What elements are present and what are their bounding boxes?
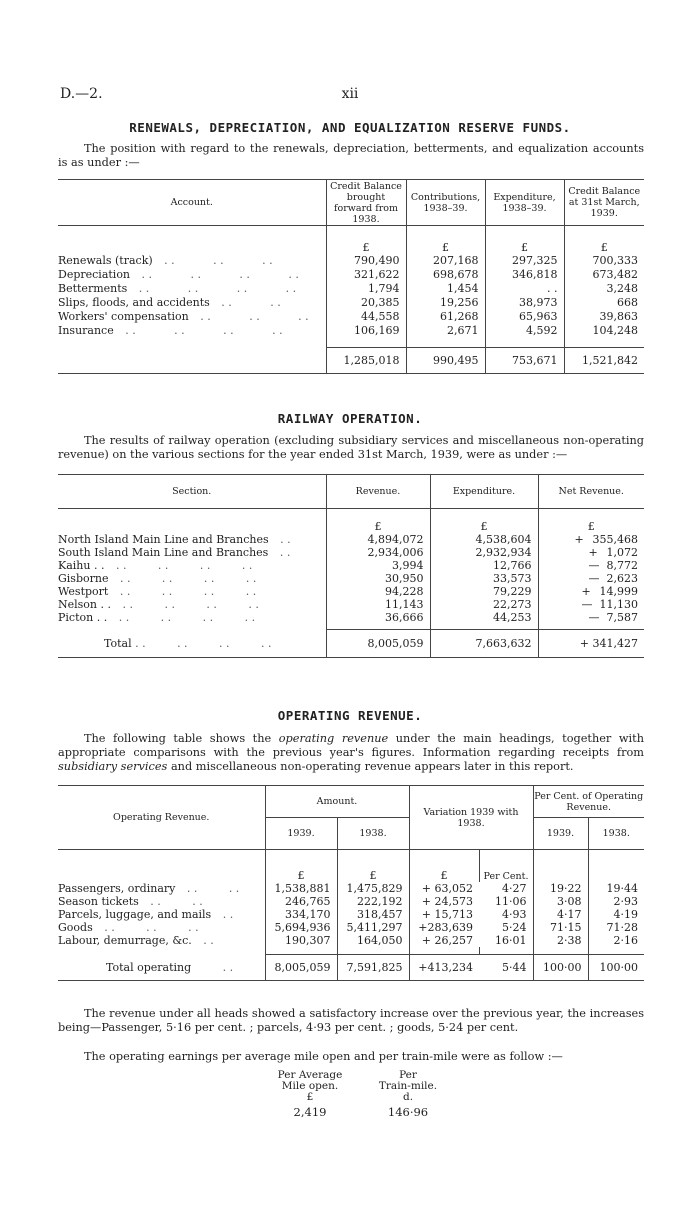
cell-contrib: 19,256 [406, 296, 485, 310]
unit-pound: £ [485, 226, 564, 254]
total-label: Total operating [106, 960, 192, 974]
table-row [58, 598, 644, 611]
cell-expend: 346,818 [485, 268, 564, 282]
cell-expend: 38,973 [485, 296, 564, 310]
cell-percent-1938: 71·28 [588, 921, 644, 934]
earnings-head: Mile open. [281, 1080, 339, 1092]
renewals-label-cell [58, 254, 326, 268]
leader-dots: . . . . . . . . [118, 610, 256, 624]
cell-contrib: 61,268 [406, 310, 485, 324]
page-number: xii [341, 86, 359, 102]
earnings-intro-text: The operating earnings per average mile open and per train-mile were as follow :— [84, 1050, 563, 1063]
net-value: 11,130 [599, 597, 638, 611]
cell-percent-1939: 71·15 [533, 921, 588, 934]
col-revenue: Revenue. [326, 475, 430, 509]
earnings-per-train-mile [368, 1070, 448, 1118]
col-section: Section. [58, 475, 326, 509]
net-value: 7,587 [606, 610, 638, 624]
cell-percent-1939: 4·17 [533, 908, 588, 921]
operating-title: OPERATING REVENUE. [277, 708, 423, 723]
earnings-value: 146·96 [387, 1105, 429, 1119]
table-row [58, 585, 644, 598]
cell-credit: 668 [564, 296, 644, 310]
row-label: Slips, floods, and accidents [58, 296, 210, 309]
unit-pound: £ [538, 509, 644, 533]
net-value: 2,623 [606, 571, 638, 585]
table-row [58, 934, 644, 947]
leader-dots: . . [280, 532, 291, 546]
cell-amount-1938: 5,411,297 [337, 921, 409, 934]
total-balance: 1,285,018 [326, 348, 406, 374]
total-net-value: 341,427 [592, 637, 638, 650]
cell-balance: 44,558 [326, 310, 406, 324]
col-expenditure: Expenditure, 1938–39. [485, 180, 564, 226]
earnings-value: 2,419 [293, 1105, 327, 1119]
row-label: Workers' compensation [58, 310, 189, 323]
cell-variation: +283,639 [409, 921, 479, 934]
cell-contrib: 2,671 [406, 324, 485, 338]
railway-intro-text: The results of railway operation (excluding subsidiary services and miscellaneous non-operating revenue) on the various sections for the year ended 31st March, 1939, were as under :— [58, 434, 644, 461]
table-row [58, 559, 644, 572]
cell-expenditure: 33,573 [430, 572, 538, 585]
cell-variation: + 15,713 [409, 908, 479, 921]
renewals-intro [58, 142, 644, 170]
total-credit: 1,521,842 [564, 348, 644, 374]
total-contrib: 990,495 [406, 348, 485, 374]
cell-revenue: 3,994 [326, 559, 430, 572]
renewals-table [58, 179, 644, 374]
col-percent-1939: 1939. [533, 818, 588, 850]
cell-balance: 20,385 [326, 296, 406, 310]
net-value: 8,772 [606, 558, 638, 572]
row-label: South Island Main Line and Branches [58, 545, 269, 559]
leader-dots: . . [222, 907, 234, 921]
renewals-label-cell [58, 282, 326, 296]
cell-variation: + 63,052 [409, 882, 479, 895]
cell-credit: 673,482 [564, 268, 644, 282]
cell-balance: 790,490 [326, 254, 406, 268]
col-amount-1938: 1938. [337, 818, 409, 850]
railway-label-cell [58, 559, 326, 572]
revenue-summary-text: The revenue under all heads showed a satisfactory increase over the previous year, the increases being—Passenger, 5·16 per cent. ; parcels, 4·93 per cent. ; goods, 5·24 per cent. [58, 1007, 644, 1034]
earnings-intro [58, 1050, 644, 1064]
table-row [58, 296, 644, 310]
row-label: Kaihu . . [58, 558, 105, 572]
table-row [58, 282, 644, 296]
leader-dots: . . . . . . . . [141, 268, 299, 281]
total-label: Total [104, 636, 132, 650]
leader-dots: . . [203, 933, 214, 947]
row-label: Gisborne [58, 571, 109, 585]
row-label: Picton . . [58, 610, 108, 624]
operating-total-row [58, 955, 644, 981]
cell-amount-1939: 5,694,936 [265, 921, 337, 934]
table-row [58, 908, 644, 921]
cell-variation-percent: 16·01 [495, 933, 527, 947]
total-expend: 753,671 [485, 348, 564, 374]
cell-net-revenue [538, 572, 644, 585]
operating-table [58, 785, 644, 981]
total-variation-percent: 5·44 [479, 955, 533, 981]
cell-revenue: 4,894,072 [326, 533, 430, 546]
cell-balance: 321,622 [326, 268, 406, 282]
net-value: 355,468 [592, 532, 638, 546]
cell-percent-1938: 19·44 [588, 882, 644, 895]
earnings-per-mile [270, 1070, 350, 1118]
operating-header-row1 [58, 786, 644, 818]
col-credit-balance: Credit Balance at 31st March, 1939. [564, 180, 644, 226]
earnings-unit: d. [402, 1091, 414, 1103]
cell-balance: 1,794 [326, 282, 406, 296]
cell-net-revenue [538, 533, 644, 546]
unit-pound: £ [326, 509, 430, 533]
renewals-header-row [58, 180, 644, 226]
cell-amount-1939: 190,307 [265, 934, 337, 947]
row-label: Season tickets [58, 894, 139, 908]
col-expenditure: Expenditure. [430, 475, 538, 509]
row-label: Depreciation [58, 268, 131, 281]
intro-part: and miscellaneous non-operating revenue appears later in this report. [167, 760, 574, 773]
leader-dots: . . . . . . . . [115, 558, 253, 572]
leader-dots: . . . . . . [200, 310, 309, 323]
cell-variation: + 24,573 [409, 895, 479, 908]
leader-dots: . . . . . . . . [138, 282, 297, 295]
net-sign: — [581, 597, 593, 611]
row-label: Goods [58, 920, 93, 934]
net-sign: — [588, 571, 600, 585]
operating-label-cell [58, 895, 265, 908]
renewals-title: RENEWALS, DEPRECIATION, AND EQUALIZATION RESERVE FUNDS. [129, 120, 571, 135]
total-expend: 7,663,632 [430, 630, 538, 658]
intro-part: under the main headings, together with appropriate comparisons with the previous year's figures. Information regarding receipts from [58, 732, 644, 759]
col-contributions: Contributions, 1938–39. [406, 180, 485, 226]
renewals-label-cell [58, 296, 326, 310]
renewals-total-row [58, 348, 644, 374]
cell-percent-1939: 19·22 [533, 882, 588, 895]
total-amount-1939: 8,005,059 [265, 955, 337, 981]
cell-percent-1938: 2·93 [588, 895, 644, 908]
operating-label-cell [58, 921, 265, 934]
col-net-revenue: Net Revenue. [538, 475, 644, 509]
cell-credit: 39,863 [564, 310, 644, 324]
table-row [58, 268, 644, 282]
leader-dots: . . . . [150, 894, 203, 908]
cell-expend: 297,325 [485, 254, 564, 268]
row-label: Parcels, luggage, and mails [58, 907, 212, 921]
col-amount-1939: 1939. [265, 818, 337, 850]
unit-pound: £ [406, 226, 485, 254]
revenue-summary [58, 1007, 644, 1035]
operating-unit-row [58, 850, 644, 882]
table-row [58, 882, 644, 895]
railway-header-row [58, 475, 644, 509]
operating-label-cell [58, 882, 265, 895]
net-sign: + [588, 545, 598, 559]
cell-net-revenue [538, 598, 644, 611]
cell-amount-1938: 222,192 [337, 895, 409, 908]
operating-label-cell [58, 934, 265, 947]
total-amount-1938: 7,591,825 [337, 955, 409, 981]
unit-pound: £ [265, 850, 337, 882]
renewals-unit-row [58, 226, 644, 254]
operating-intro [58, 732, 644, 774]
renewals-intro-text: The position with regard to the renewals, depreciation, betterments, and equalization accounts is as under :— [58, 142, 644, 169]
intro-part: The following table shows the [84, 732, 279, 745]
leader-dots: . . . . [221, 296, 281, 309]
cell-amount-1938: 318,457 [337, 908, 409, 921]
railway-label-cell [58, 611, 326, 624]
cell-amount-1938: 164,050 [337, 934, 409, 947]
unit-pound: £ [337, 850, 409, 882]
net-value: 14,999 [599, 584, 638, 598]
cell-amount-1939: 334,170 [265, 908, 337, 921]
row-label: Passengers, ordinary [58, 881, 176, 895]
col-percent-1938: 1938. [588, 818, 644, 850]
total-percent-1938: 100·00 [588, 955, 644, 981]
railway-title: RAILWAY OPERATION. [277, 411, 423, 426]
earnings-head: Train-mile. [378, 1080, 438, 1092]
cell-revenue: 36,666 [326, 611, 430, 624]
unit-pound: £ [430, 509, 538, 533]
cell-expend: 65,963 [485, 310, 564, 324]
leader-dots: . . [222, 960, 234, 974]
cell-revenue: 2,934,006 [326, 546, 430, 559]
operating-label-cell [58, 908, 265, 921]
row-label: Insurance [58, 324, 114, 337]
cell-expend: 4,592 [485, 324, 564, 338]
cell-credit: 700,333 [564, 254, 644, 268]
cell-expenditure: 22,273 [430, 598, 538, 611]
col-balance-forward: Credit Balance brought forward from 1938. [326, 180, 406, 226]
railway-label-cell [58, 546, 326, 559]
leader-dots: . . [279, 545, 291, 559]
total-net-sign: + [579, 637, 589, 650]
leader-dots: . . . . . . . . [119, 571, 257, 585]
cell-variation: + 26,257 [409, 934, 479, 947]
railway-total-row [58, 630, 644, 658]
col-variation: Variation 1939 with 1938. [409, 786, 533, 850]
table-row [58, 895, 644, 908]
table-row [58, 324, 644, 338]
row-label: North Island Main Line and Branches [58, 532, 269, 546]
cell-percent-1938: 4·19 [588, 908, 644, 921]
cell-contrib: 1,454 [406, 282, 485, 296]
renewals-label-cell [58, 310, 326, 324]
net-sign: + [581, 584, 591, 598]
net-sign: — [588, 558, 600, 572]
earnings-head: Per [399, 1069, 417, 1081]
cell-variation-percent: 11·06 [495, 894, 527, 908]
railway-label-cell [58, 572, 326, 585]
col-percent: Per Cent. of Operating Revenue. [533, 786, 644, 818]
cell-variation-percent: 4·93 [502, 907, 527, 921]
cell-variation-percent: 4·27 [502, 881, 527, 895]
cell-amount-1938: 1,475,829 [337, 882, 409, 895]
unit-percent: Per Cent. [479, 850, 533, 882]
railway-unit-row [58, 509, 644, 533]
leader-dots: . . . . [186, 881, 240, 895]
intro-emphasis: operating revenue [278, 732, 389, 745]
table-row [58, 310, 644, 324]
cell-variation-percent: 5·24 [502, 920, 527, 934]
table-row [58, 546, 644, 559]
cell-contrib: 207,168 [406, 254, 485, 268]
cell-net-revenue [538, 585, 644, 598]
cell-percent-1939: 2·38 [533, 934, 588, 947]
total-variation: +413,234 [409, 955, 479, 981]
leader-dots: . . . . . . . . [125, 324, 283, 337]
cell-revenue: 30,950 [326, 572, 430, 585]
cell-percent-1938: 2·16 [588, 934, 644, 947]
cell-net-revenue [538, 611, 644, 624]
net-value: 1,072 [606, 545, 638, 559]
leader-dots: . . . . . . . . [135, 636, 272, 650]
cell-expenditure: 12,766 [430, 559, 538, 572]
cell-credit: 104,248 [564, 324, 644, 338]
cell-revenue: 94,228 [326, 585, 430, 598]
cell-net-revenue [538, 559, 644, 572]
col-operating-revenue: Operating Revenue. [58, 786, 265, 850]
col-amount: Amount. [265, 786, 409, 818]
cell-contrib: 698,678 [406, 268, 485, 282]
table-row [58, 921, 644, 934]
railway-label-cell [58, 533, 326, 546]
renewals-label-cell [58, 324, 326, 338]
cell-expend: . . [485, 282, 564, 296]
leader-dots: . . . . . . [104, 920, 199, 934]
row-label: Labour, demurrage, &c. [58, 933, 192, 947]
earnings-head: Per Average [277, 1069, 343, 1081]
cell-credit: 3,248 [564, 282, 644, 296]
row-label: Westport [58, 584, 109, 598]
row-label: Nelson . . [58, 597, 111, 611]
railway-label-cell [58, 585, 326, 598]
total-net [538, 630, 644, 658]
railway-label-cell [58, 598, 326, 611]
cell-revenue: 11,143 [326, 598, 430, 611]
table-row [58, 572, 644, 585]
cell-percent-1939: 3·08 [533, 895, 588, 908]
railway-total-label [58, 630, 326, 658]
table-row [58, 533, 644, 546]
row-label: Betterments [58, 282, 128, 295]
intro-emphasis: subsidiary services [58, 760, 168, 773]
net-sign: — [588, 610, 600, 624]
cell-amount-1939: 1,538,881 [265, 882, 337, 895]
cell-expenditure: 2,932,934 [430, 546, 538, 559]
unit-pound: £ [409, 850, 479, 882]
total-percent-1939: 100·00 [533, 955, 588, 981]
unit-pound: £ [564, 226, 644, 254]
total-revenue: 8,005,059 [326, 630, 430, 658]
operating-total-label [58, 955, 265, 981]
cell-expenditure: 79,229 [430, 585, 538, 598]
row-label: Renewals (track) [58, 254, 153, 267]
col-account: Account. [58, 180, 326, 226]
cell-net-revenue [538, 546, 644, 559]
renewals-label-cell [58, 268, 326, 282]
cell-amount-1939: 246,765 [265, 895, 337, 908]
page-reference: D.—2. [60, 86, 103, 102]
leader-dots: . . . . . . [164, 254, 273, 267]
net-sign: + [574, 532, 584, 546]
table-row [58, 611, 644, 624]
railway-table [58, 474, 644, 658]
cell-expenditure: 44,253 [430, 611, 538, 624]
cell-expenditure: 4,538,604 [430, 533, 538, 546]
table-row [58, 254, 644, 268]
earnings-unit: £ [306, 1091, 314, 1103]
cell-balance: 106,169 [326, 324, 406, 338]
unit-pound: £ [326, 226, 406, 254]
railway-intro [58, 434, 644, 462]
leader-dots: . . . . . . . . [119, 584, 257, 598]
leader-dots: . . . . . . . . [122, 597, 259, 611]
